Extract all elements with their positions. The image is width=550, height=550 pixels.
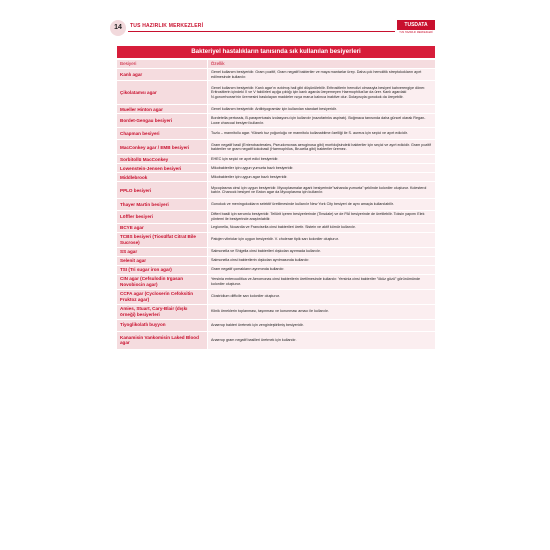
medium-name: Thayer Martin besiyeri <box>117 199 207 210</box>
table-row <box>117 320 435 331</box>
medium-description: Patojen vibriolar için uygun besiyeridir. V. cholerae tipik sarı koloniler oluşturur. <box>208 233 435 247</box>
medium-name: PPLO besiyeri <box>117 182 207 198</box>
medium-description: Tuzlu – mannitollu agar. Yüksek tuz yoğunluğu ve mannitolu kullanabilme özelliği ile S. aureus için seçici ve ayırt edicidir. <box>208 128 435 139</box>
table-row <box>117 224 435 232</box>
medium-description: Mikobakteriler için uygun agar bazlı besiyeridir. <box>208 173 435 181</box>
table-row <box>117 275 435 289</box>
medium-name: MacConkey agar / EMB besiyeri <box>117 140 207 154</box>
medium-description: Gonokok ve meningokokların selektif üretilmesinde kullanılır New York City besiyeri de aynı amaçla kullanılabilir. <box>208 199 435 210</box>
table-row <box>117 81 435 104</box>
publisher-logo <box>397 20 435 36</box>
media-table <box>117 46 435 350</box>
medium-description: Difteri basili için serumlu besiyeridir. Tellürit içeren besiyerlerinde (Tinsdale) ve de PAİ besiyerinde de üretilebilir. Toksin yapımı Elek yöntemi ile besiyerinde araştırılabilir. <box>208 211 435 222</box>
page-number: 14 <box>110 20 126 36</box>
page-header <box>110 20 435 36</box>
medium-name: BCYE agar <box>117 224 207 232</box>
medium-name: Kanlı agar <box>117 69 207 80</box>
table-row <box>117 114 435 127</box>
medium-name: TCBS besiyeri (Tiosülfat Citrat Bile Sucrose) <box>117 233 207 247</box>
table-row <box>117 332 435 349</box>
medium-description: Mycoplasma cinsi için uygun besiyeridir. Mycoplasmalar agarlı besiyerinde"sahanda yumurta" şeklinde koloniler oluşturur. Kolesterol katılır. Chanock besiyeri ve Eaton agar da Mycoplasma için kullanılır. <box>208 182 435 198</box>
column-header-feature: Özellik <box>208 60 435 68</box>
medium-description: Legionella, Nocardia ve Francisella cinsi bakterileri üretir. Sistein ve aktif kömür kullanılır. <box>208 224 435 232</box>
table-row <box>117 248 435 256</box>
medium-name: Chapman besiyeri <box>117 128 207 139</box>
table-row <box>117 173 435 181</box>
table-row <box>117 257 435 265</box>
medium-description: Gram negatif basil (Enterobacterales, Pseudomonas aeruginosa gibi) morfolojisindeki bakteriler için seçici ve ayırt edicidir. Gram pozitif bakteriler ve gram negatif kokobasil (Haemophilus, Brucella gibi) bakteriler üremez. <box>208 140 435 154</box>
table-row <box>117 233 435 247</box>
table-row <box>117 140 435 154</box>
column-header-medium: Besiyeri <box>117 60 207 68</box>
table-row <box>117 164 435 172</box>
table-row <box>117 105 435 113</box>
table-body <box>117 69 435 349</box>
medium-description: Anaerop gram negatif basilleri üretmek için kullanılır. <box>208 332 435 349</box>
header-rule <box>128 31 395 32</box>
table-title: Bakteriyel hastalıkların tanısında sık kullanılan besiyerleri <box>117 46 435 58</box>
medium-description: Anaerop bakteri üretmek için zenginleştirilmiş besiyeridir. <box>208 320 435 331</box>
medium-name: Löffler besiyeri <box>117 211 207 222</box>
medium-name: TSI (Tri sugar iron agar) <box>117 266 207 274</box>
table-header-row <box>117 60 435 68</box>
medium-name: Sorbitollü MacConkey <box>117 155 207 163</box>
medium-name: Lowenstein-Jensen besiyeri <box>117 164 207 172</box>
header-title: TUS HAZIRLIK MERKEZLERİ <box>130 23 204 29</box>
table-row <box>117 305 435 319</box>
medium-description: Bordetella pertussis, B.parapertussis izolasyonu için kullanılır (nazofarinks aspiratı). Boğmaca tanısında daha güncel olarak Regan-Lowe charcoal besiyeri kullanılır. <box>208 114 435 127</box>
table-row <box>117 128 435 139</box>
table-row <box>117 211 435 222</box>
medium-description: Genel kullanım besiyeridir. Gram pozitif, Gram negatif bakteriler ve maya mantarlar üreр. Daha çok hemolitik streptokokların ayırt edilmesinde kullanılır. <box>208 69 435 80</box>
medium-name: CIN agar (Cefsulodin Irgasan Novobiocin agar) <box>117 275 207 289</box>
medium-description: Genel kullanım besiyeridir. Kanlı agar'ın ısıtılmış hali gibi düşünülebilir. Eritrositlerin hemolizi olmasıyla besiyeri kahverengiye döner. Eritrositlerin içindeki X ve V faktörleri açığa çıktığı için kanlı agarda üreyemeyen Haemophilus'lar da üreг. Kanlı agardaki N.gonorrhoeae'nin üremesini baskılayan maddeler ısıya maruz kalınca inaktive olur. Dolayısıyla gonokok da üreyebilir. <box>208 81 435 104</box>
table-row <box>117 182 435 198</box>
medium-name: Selenit agar <box>117 257 207 265</box>
medium-description: Salmonella cinsi bakterilerin dışkıdan ayrılmasında kullanılır. <box>208 257 435 265</box>
medium-name: Kanamisin Vankomisin Laked Blood agar <box>117 332 207 349</box>
table-row <box>117 69 435 80</box>
medium-description: Mikobakteriler için uygun yumurta bazlı besiyeridir. <box>208 164 435 172</box>
medium-name: Mueller Hinton agar <box>117 105 207 113</box>
medium-name: CCFA agar (Cycloserin Cefoksitin Fruktoz agar) <box>117 290 207 304</box>
medium-name: SS agar <box>117 248 207 256</box>
medium-description: Clostridium difficile sarı koloniler oluşturur. <box>208 290 435 304</box>
logo-subtitle: TUS HAZIRLIK MERKEZLERİ <box>399 31 433 34</box>
logo-text: TUSDATA <box>397 20 435 30</box>
medium-name: Middlebrook <box>117 173 207 181</box>
medium-description: Gram negatif çomakların ayrımında kullanılır. <box>208 266 435 274</box>
table-row <box>117 290 435 304</box>
table-row <box>117 155 435 163</box>
table-row <box>117 266 435 274</box>
medium-description: Yersinia enterocolitica ve Aeromonas cinsi bakterilerin üretilmesinde kullanılır. Yersinia cinsi bakteriler "öküz gözü" görünümünde koloniler oluşturur. <box>208 275 435 289</box>
medium-name: Tiyoglikolatlı buyyon <box>117 320 207 331</box>
medium-name: Amies, Stuart, Cary-Blair (dışkı örneği) besiyerleri <box>117 305 207 319</box>
medium-description: Genel kullanım besiyeridir. Antibiyogramlar için kullanılan standart besiyeridir. <box>208 105 435 113</box>
medium-name: Bordet-Gengau besiyeri <box>117 114 207 127</box>
medium-name: Çikolatamsı agar <box>117 81 207 104</box>
table-row <box>117 199 435 210</box>
medium-description: Salmonella ve Shigella cinsi bakterileri dışkıdan ayırmada kullanılır. <box>208 248 435 256</box>
medium-description: EHEC için seçici ve ayırt edici besiyeridir. <box>208 155 435 163</box>
medium-description: Klinik örneklerin toplanması, taşınması ve korunması amacı ile kullanılır. <box>208 305 435 319</box>
